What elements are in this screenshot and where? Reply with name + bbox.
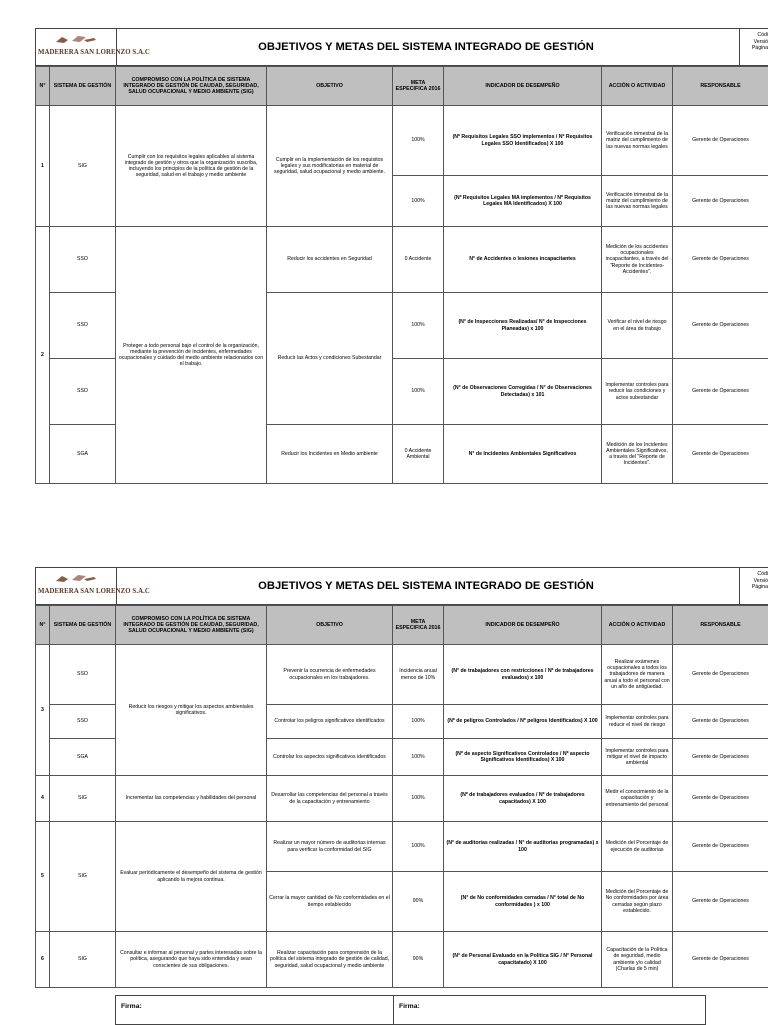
- meta-version-label: Versió: [740, 39, 768, 46]
- system-cell: SSO: [50, 705, 116, 739]
- company-logo: [36, 29, 117, 65]
- action-cell: Implementar controles para reducir las condiciones y actos subestandar: [602, 359, 673, 425]
- system-cell: SGA: [50, 425, 116, 484]
- indicator-cell: N° de Accidentes o lesiones incapacitantes: [444, 227, 602, 293]
- meta-cell: 100%: [393, 776, 444, 822]
- col-system: SISTEMA DE GESTIÓN: [50, 606, 116, 645]
- document-header: [35, 567, 768, 605]
- row-number: 4: [36, 776, 50, 822]
- indicator-cell: (N° de Observaciones Corregidas / N° de Observaciones Detectadas) x 101: [444, 359, 602, 425]
- meta-cell: 100%: [393, 705, 444, 739]
- indicator-cell: (N° de No conformidades cerradas / N° total de No conformidades ) x 100: [444, 872, 602, 932]
- company-logo: [36, 568, 117, 604]
- row-number: 3: [36, 645, 50, 776]
- col-number: N°: [36, 606, 50, 645]
- system-cell: SSO: [50, 645, 116, 705]
- col-commitment: COMPROMISO CON LA POLÍTICA DE SISTEMA INTEGRADO DE GESTIÓN DE CAUDAD, SEGURIDAD, SALUD OCUPACIONAL Y MEDIO AMBIENTE (SIG): [116, 67, 267, 106]
- responsible-cell: Gerente de Operaciones: [673, 645, 768, 705]
- table-row: [36, 822, 768, 872]
- indicator-cell: (N° de auditorias realizadas / N° de auditorias programadas) x 100: [444, 822, 602, 872]
- system-cell: SSO: [50, 293, 116, 359]
- objective-cell: Controlar los peligros significativos identificados: [267, 705, 393, 739]
- objectives-table: [35, 605, 768, 988]
- commitment-cell: Incrementar las competencias y habilidades del personal: [116, 776, 267, 822]
- row-number: 2: [36, 227, 50, 484]
- action-cell: Medición del Porcentaje de No conformidades por área cerradas según plazo establecido.: [602, 872, 673, 932]
- responsible-cell: Gerente de Operaciones: [673, 932, 768, 988]
- responsible-cell: Gerente de Operaciones: [673, 359, 768, 425]
- objective-cell: Realizar capacitación para comprensión de la política del sistema integrado de gestión de calidad, seguridad, salud ocupacional y medio ambiente: [267, 932, 393, 988]
- meta-code-label: Códi: [740, 32, 768, 39]
- document-title: OBJETIVOS Y METAS DEL SISTEMA INTEGRADO DE GESTIÓN: [116, 29, 736, 65]
- system-cell: SSO: [50, 359, 116, 425]
- document-title: OBJETIVOS Y METAS DEL SISTEMA INTEGRADO DE GESTIÓN: [116, 568, 736, 604]
- col-objective: OBJETIVO: [267, 67, 393, 106]
- document-header: [35, 28, 768, 66]
- responsible-cell: Gerente de Operaciones: [673, 106, 768, 176]
- table-row: [36, 227, 768, 293]
- indicator-cell: (Nº de aspecto Significativos Controlados / Nº aspecto Significativos Identificados) X 100: [444, 739, 602, 776]
- action-cell: Medición de los Incidentes Ambientales Significativos, a través del "Reporte de Incidentes".: [602, 425, 673, 484]
- action-cell: Implementar controles para mitigar el nivel de impacto ambiental: [602, 739, 673, 776]
- objective-cell: Desarrollar las competencias del personal a través de la capacitación y entrenamiento: [267, 776, 393, 822]
- col-responsible: RESPONSABLE: [673, 606, 768, 645]
- objectives-table: [35, 66, 768, 484]
- meta-cell: 90%: [393, 872, 444, 932]
- row-number: 6: [36, 932, 50, 988]
- table-header-row: [36, 606, 768, 645]
- objective-cell: Cumplir en la implementación de los requisitos legales y sus modificatorias en material de seguridad, salud ocupacional y medio ambiente.: [267, 106, 393, 227]
- commitment-cell: Consultar e informar al personal y partes interesadas sobre la política, asegurando que haya sido entendida y sean conscientes de sus obligaciones.: [116, 932, 267, 988]
- meta-code-label: Códi: [740, 571, 768, 578]
- col-objective: OBJETIVO: [267, 606, 393, 645]
- meta-cell: 100%: [393, 176, 444, 227]
- objective-cell: Reducir los Incidentes en Medio ambiente: [267, 425, 393, 484]
- responsible-cell: Gerente de Operaciones: [673, 739, 768, 776]
- responsible-cell: Gerente de Operaciones: [673, 293, 768, 359]
- table-row: [36, 106, 768, 176]
- objective-cell: Realizar un mayor número de auditorias internas para verificar la conformidad del SIG: [267, 822, 393, 872]
- responsible-cell: Gerente de Operaciones: [673, 176, 768, 227]
- document-meta: [739, 29, 768, 65]
- meta-cell: 90%: [393, 932, 444, 988]
- system-cell: SIG: [50, 822, 116, 932]
- signature-block: [115, 995, 706, 1025]
- objective-cell: Reducir las Actos y condiciones Subestandar: [267, 293, 393, 425]
- meta-cell: Incidencia anual menos de 10%: [393, 645, 444, 705]
- company-name: MADERERA SAN LORENZO S.A.C: [38, 49, 114, 56]
- logo-mark-icon: [54, 34, 98, 44]
- meta-cell: 100%: [393, 739, 444, 776]
- action-cell: Medición del Porcentaje de ejecución de auditorias: [602, 822, 673, 872]
- system-cell: SGA: [50, 739, 116, 776]
- signature-field-right: Firma:: [394, 996, 705, 1024]
- objective-cell: Reducir los accidentes en Seguridad: [267, 227, 393, 293]
- indicator-cell: (Nº Requisitos Legales SSO implementos / Nº Requisitos Legales SSO Identificados) X 100: [444, 106, 602, 176]
- system-cell: SSO: [50, 227, 116, 293]
- commitment-cell: Cumplir con los requisitos legales aplicables al sistema integrado de gestión y otros que la organización suscriba, incluyendo los principios de la política de gestión de la seguridad, salud en el trabajo y medio ambiente: [116, 106, 267, 227]
- logo-mark-icon: [54, 573, 98, 583]
- table-header-row: [36, 67, 768, 106]
- col-meta: META ESPECIFICA 2016: [393, 67, 444, 106]
- indicator-cell: (N° de trabajadores con restricciones / Nº de trabajadores evaluados) x 100: [444, 645, 602, 705]
- objective-cell: Cerrar la mayor cantidad de No conformidades en el tiempo establecido: [267, 872, 393, 932]
- system-cell: SIG: [50, 932, 116, 988]
- commitment-cell: Evaluar periódicamente el desempeño del sistema de gestión aplicando la mejora continua.: [116, 822, 267, 932]
- action-cell: Implementar controles para reducir el nivel de riesgo: [602, 705, 673, 739]
- col-action: ACCIÓN O ACTIVIDAD: [602, 67, 673, 106]
- col-number: N°: [36, 67, 50, 106]
- action-cell: Realizar exámenes ocupacionales a todos los trabajadores de manera anual a todo el personal con un año de antigüedad.: [602, 645, 673, 705]
- meta-version-label: Versió: [740, 578, 768, 585]
- meta-cell: 100%: [393, 822, 444, 872]
- action-cell: Medir el conocimiento de la capacitación y entrenamiento del personal: [602, 776, 673, 822]
- meta-page-label: Página: [740, 45, 768, 52]
- table-row: [36, 776, 768, 822]
- responsible-cell: Gerente de Operaciones: [673, 227, 768, 293]
- col-indicator: INDICADOR DE DESEMPEÑO: [444, 67, 602, 106]
- responsible-cell: Gerente de Operaciones: [673, 872, 768, 932]
- table-row: [36, 932, 768, 988]
- indicator-cell: (Nº de trabajadores evaluados / Nº de trabajadores capacitados) X 100: [444, 776, 602, 822]
- system-cell: SIG: [50, 776, 116, 822]
- indicator-cell: (Nº Requisitos Legales MA implementos / Nº Requisitos Legales MA Identificados) X 100: [444, 176, 602, 227]
- action-cell: Verificación trimestral de la matriz del cumplimiento de las nuevas normas legales: [602, 106, 673, 176]
- system-cell: SIG: [50, 106, 116, 227]
- document-meta: [739, 568, 768, 604]
- responsible-cell: Gerente de Operaciones: [673, 425, 768, 484]
- table-row: [36, 645, 768, 705]
- indicator-cell: (N° de Personal Evaluado en la Politica SIG / N° Personal capacitatado) X 100: [444, 932, 602, 988]
- meta-cell: 0 Accidente Ambiental: [393, 425, 444, 484]
- row-number: 5: [36, 822, 50, 932]
- commitment-cell: Proteger a todo personal bajo el control de la organización, mediante la prevención de incidentes, enfermedades ocupacionales y cuidado del medio ambiente relacionados con el trabajo.: [116, 227, 267, 484]
- objective-cell: Prevenir la ocurrencia de enfermedades ocupacionales en los trabajadores.: [267, 645, 393, 705]
- meta-cell: 0 Accidente: [393, 227, 444, 293]
- col-indicator: INDICADOR DE DESEMPEÑO: [444, 606, 602, 645]
- signature-field-left: Firma:: [116, 996, 394, 1024]
- row-number: 1: [36, 106, 50, 227]
- action-cell: Verificar el nivel de riesgo en el área de trabajo: [602, 293, 673, 359]
- action-cell: Medición de los accidentes ocupacionales incapacitantes, a través del "Reporte de Incidentes-Accidentes".: [602, 227, 673, 293]
- objective-cell: Controlar los aspectos significativos identificados: [267, 739, 393, 776]
- col-action: ACCIÓN O ACTIVIDAD: [602, 606, 673, 645]
- indicator-cell: N° de Incidentes Ambientales Significativos: [444, 425, 602, 484]
- responsible-cell: Gerente de Operaciones: [673, 776, 768, 822]
- responsible-cell: Gerente de Operaciones: [673, 822, 768, 872]
- col-commitment: COMPROMISO CON LA POLÍTICA DE SISTEMA INTEGRADO DE GESTIÓN DE CAUDAD, SEGURIDAD, SALUD OCUPACIONAL Y MEDIO AMBIENTE (SIG): [116, 606, 267, 645]
- col-meta: META ESPECIFICA 2016: [393, 606, 444, 645]
- indicator-cell: (N° de Inspecciones Realizadas/ N° de Inspecciones Planeadas) x 100: [444, 293, 602, 359]
- col-system: SISTEMA DE GESTIÓN: [50, 67, 116, 106]
- action-cell: Capacitación de la Política de seguridad, medio ambiente y/o calidad (Charlas de 5 min): [602, 932, 673, 988]
- col-responsible: RESPONSABLE: [673, 67, 768, 106]
- meta-cell: 100%: [393, 359, 444, 425]
- indicator-cell: (Nº de peligros Controlados / Nº peligros Identificados) X 100: [444, 705, 602, 739]
- responsible-cell: Gerente de Operaciones: [673, 705, 768, 739]
- meta-cell: 100%: [393, 106, 444, 176]
- company-name: MADERERA SAN LORENZO S.A.C: [38, 588, 114, 595]
- action-cell: Verificación trimestral de la matriz del cumplimiento de las nuevas normas legales: [602, 176, 673, 227]
- commitment-cell: Reducir los riesgos y mitigar los aspectos ambientales significativos.: [116, 645, 267, 776]
- meta-cell: 100%: [393, 293, 444, 359]
- meta-page-label: Página: [740, 584, 768, 591]
